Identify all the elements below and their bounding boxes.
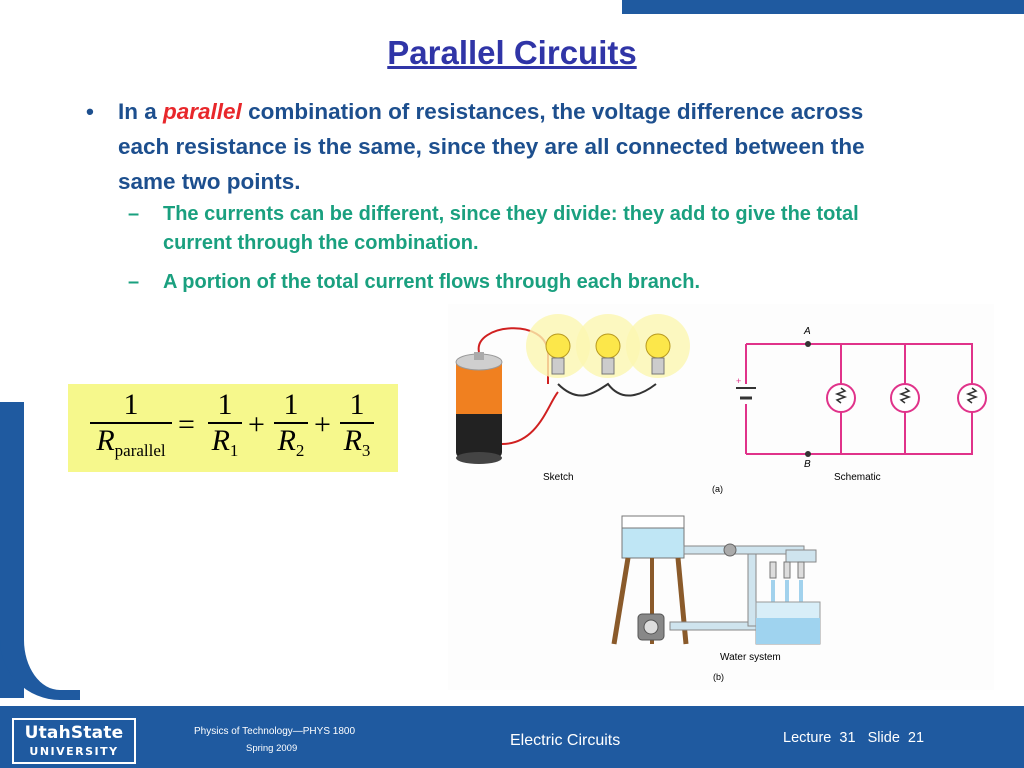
water-pump: [638, 614, 664, 640]
figure-b-label: (b): [713, 672, 724, 682]
schematic-wires: [746, 344, 972, 454]
plus-sign: +: [314, 408, 331, 441]
circuit-illustration: [448, 304, 994, 690]
sketch-label: Sketch: [543, 472, 574, 483]
term-fraction: [208, 388, 242, 468]
numerator: 1: [217, 388, 233, 421]
black-wire: [558, 384, 656, 396]
node-b-dot: [805, 451, 811, 457]
logo-bottom-text: UNIVERSITY: [29, 744, 119, 758]
sub-bullet-text: The currents can be different, since they divide: they add to give the total current through the combination.: [163, 203, 859, 254]
schematic-battery: [736, 388, 756, 398]
bullet-rest: combination of resistances, the voltage difference across each resistance is the same, since they are all connected between the same two points.: [118, 99, 865, 194]
parallel-resistance-formula: [68, 384, 398, 472]
sub-bullet-marker: –: [128, 203, 140, 225]
sub-bullet-text: A portion of the total current flows through each branch.: [163, 271, 701, 293]
bullet-marker: •: [86, 99, 94, 124]
light-bulb: [626, 314, 690, 378]
denominator: $R_1$: [211, 424, 239, 460]
battery-illustration: [456, 352, 502, 464]
university-logo: [12, 718, 136, 764]
lecture-topic: Electric Circuits: [510, 732, 621, 749]
node-a-label: A: [804, 326, 811, 337]
schematic-label: Schematic: [834, 472, 881, 483]
slide-title: Parallel Circuits: [387, 34, 637, 71]
course-name: Physics of Technology—PHYS 1800: [194, 726, 356, 737]
denominator: $R_3$: [343, 424, 371, 460]
denominator: $R_{parallel}$: [96, 424, 166, 460]
main-bullet-text: [118, 94, 906, 199]
circuit-figure: [448, 304, 994, 690]
slide-footer: [0, 706, 1024, 768]
numerator: 1: [283, 388, 299, 421]
valve: [724, 544, 736, 556]
water-taps: [770, 562, 804, 578]
top-accent-bar: [622, 0, 1024, 14]
logo-top-text: UtahState: [24, 722, 124, 743]
sub-bullet: [128, 268, 918, 297]
numerator: 1: [123, 388, 139, 421]
water-system-label: Water system: [720, 652, 781, 663]
main-bullet: [86, 94, 906, 199]
term-fraction: [274, 388, 308, 468]
figure-a-label: (a): [712, 484, 723, 494]
sub-bullet: [128, 200, 918, 258]
battery-plus-label: +: [736, 376, 742, 386]
course-term: Spring 2009: [246, 743, 298, 754]
bullet-prefix: In a: [118, 99, 164, 124]
numerator: 1: [349, 388, 365, 421]
sub-bullet-marker: –: [128, 271, 140, 293]
node-a-dot: [805, 341, 811, 347]
term-fraction: [340, 388, 374, 468]
equals-sign: =: [178, 408, 195, 441]
bullet-emphasis: parallel: [163, 99, 242, 124]
plus-sign: +: [248, 408, 265, 441]
lhs-fraction: [90, 388, 172, 468]
water-basin: [756, 602, 820, 644]
node-b-label: B: [804, 459, 811, 470]
lecture-slide-number: Lecture 31 Slide 21: [783, 730, 925, 746]
denominator: $R_2$: [277, 424, 305, 460]
